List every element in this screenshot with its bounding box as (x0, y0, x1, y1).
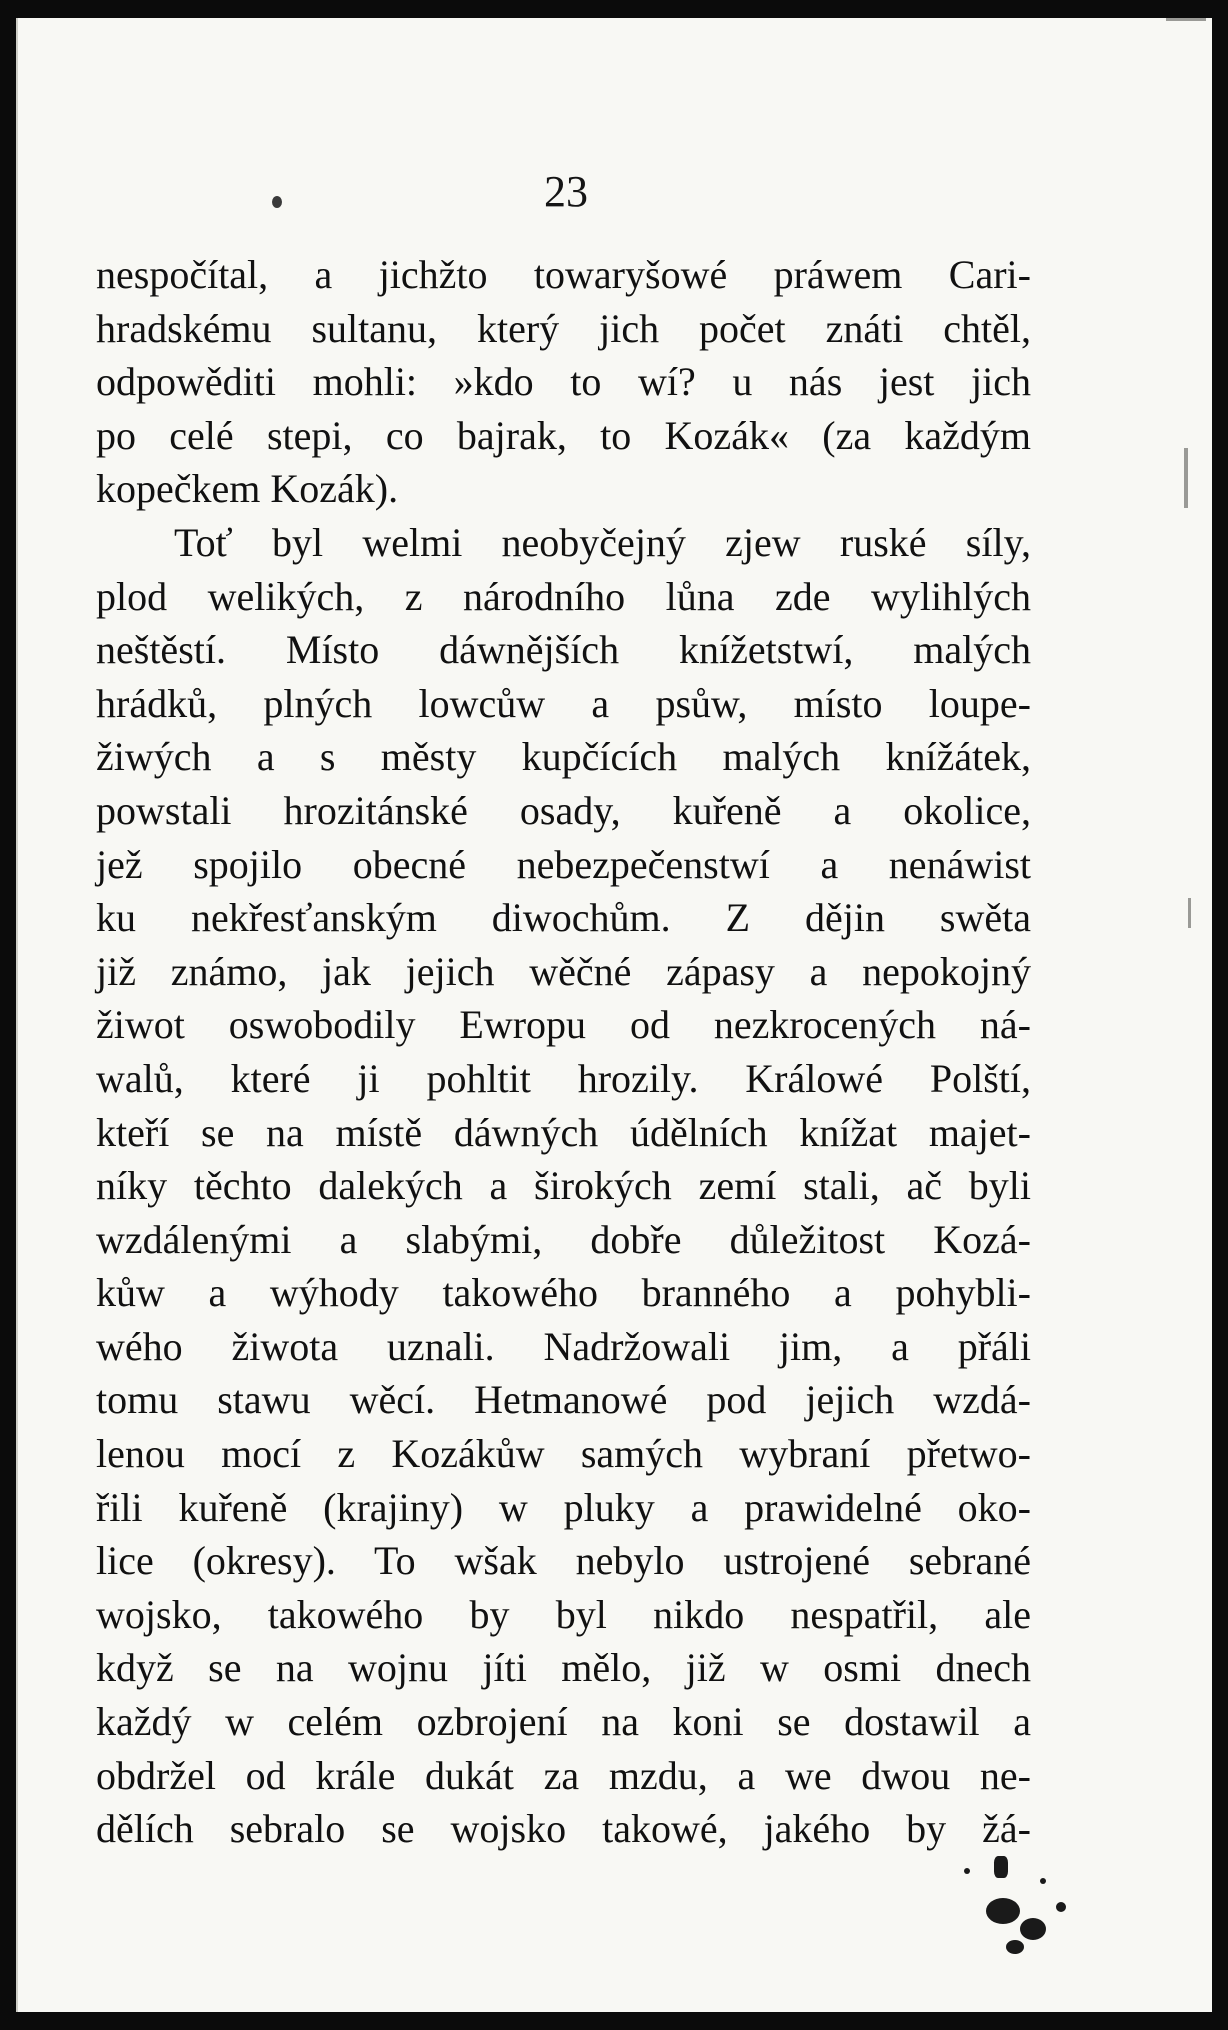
margin-mark (1166, 18, 1206, 21)
text-line: wého žiwota uznali. Nadržowali jim, a přáli (96, 1323, 1031, 1369)
text-line: plod welikých, z národního lůna zde wylihlých (96, 573, 1031, 619)
text-line: již známo, jak jejich wěčné zápasy a nepokojný (96, 948, 1031, 994)
margin-mark (1184, 448, 1188, 508)
text-line: wojsko, takowého by byl nikdo nespatřil, ale (96, 1591, 1031, 1637)
ink-blot (964, 1868, 970, 1874)
text-line: žiwých a s městy kupčících malých knížátek, (96, 734, 1031, 780)
ink-blot (1056, 1902, 1066, 1912)
page-number: 23 (544, 167, 588, 216)
book-page (16, 18, 1212, 2012)
text-line: lenou mocí z Kozákůw samých wybraní přetwo- (96, 1431, 1031, 1477)
text-line: kteří se na místě dáwných údělních knížat majet- (96, 1109, 1031, 1155)
text-line: níky těchto dalekých a širokých zemí stali, ač byli (96, 1163, 1031, 1209)
ink-blot (1040, 1878, 1046, 1884)
text-line: když se na wojnu jíti mělo, již w osmi dnech (96, 1645, 1031, 1691)
text-line: po celé stepi, co bajrak, to Kozák« (za každým (96, 412, 1031, 458)
text-line: odpowěditi mohli: »kdo to wí? u nás jest jich (96, 359, 1031, 405)
text-line: Toť byl welmi neobyčejný zjew ruské síly, (174, 519, 1031, 565)
text-line: kůw a wýhody takowého branného a pohybli- (96, 1270, 1031, 1316)
text-line: jež spojilo obecné nebezpečenstwí a nenáwist (96, 841, 1031, 887)
text-line: wzdálenými a slabými, dobře důležitost Kozá- (96, 1216, 1031, 1262)
body-text (96, 248, 1031, 1856)
margin-mark (1188, 898, 1191, 928)
text-line: každý w celém ozbrojení na koni se dostawil a (96, 1699, 1031, 1745)
text-line: ku nekřesťanským diwochům. Z dějin swěta (96, 895, 1031, 941)
ink-blot (994, 1856, 1008, 1878)
ink-blot (1020, 1918, 1046, 1940)
text-line: řili kuřeně (krajiny) w pluky a prawidelné oko- (96, 1484, 1031, 1530)
text-line: dělích sebralo se wojsko takowé, jakého by žá- (96, 1806, 1031, 1852)
text-line: nespočítal, a jichžto towaryšowé práwem Cari- (96, 252, 1031, 297)
text-line: lice (okresy). To wšak nebylo ustrojené sebrané (96, 1538, 1031, 1584)
text-line: hrádků, plných lowcůw a psůw, místo loupe- (96, 680, 1031, 726)
page-edge-rule (16, 18, 18, 2012)
text-line: powstali hrozitánské osady, kuřeně a okolice, (96, 787, 1031, 833)
text-line: neštěstí. Místo dáwnějších knížetstwí, malých (96, 627, 1031, 673)
ink-blot (1006, 1940, 1024, 1954)
text-line: walů, které ji pohltit hrozily. Králowé Polští, (96, 1055, 1031, 1101)
ink-blot (986, 1898, 1020, 1924)
text-line: hradskému sultanu, který jich počet znáti chtěl, (96, 305, 1031, 351)
text-line: žiwot oswobodily Ewropu od nezkrocených ná- (96, 1002, 1031, 1048)
text-line: kopečkem Kozák). (96, 466, 399, 512)
text-line: tomu stawu wěcí. Hetmanowé pod jejich wzdá- (96, 1377, 1031, 1423)
text-line: obdržel od krále dukát za mzdu, a we dwou ne- (96, 1752, 1031, 1798)
